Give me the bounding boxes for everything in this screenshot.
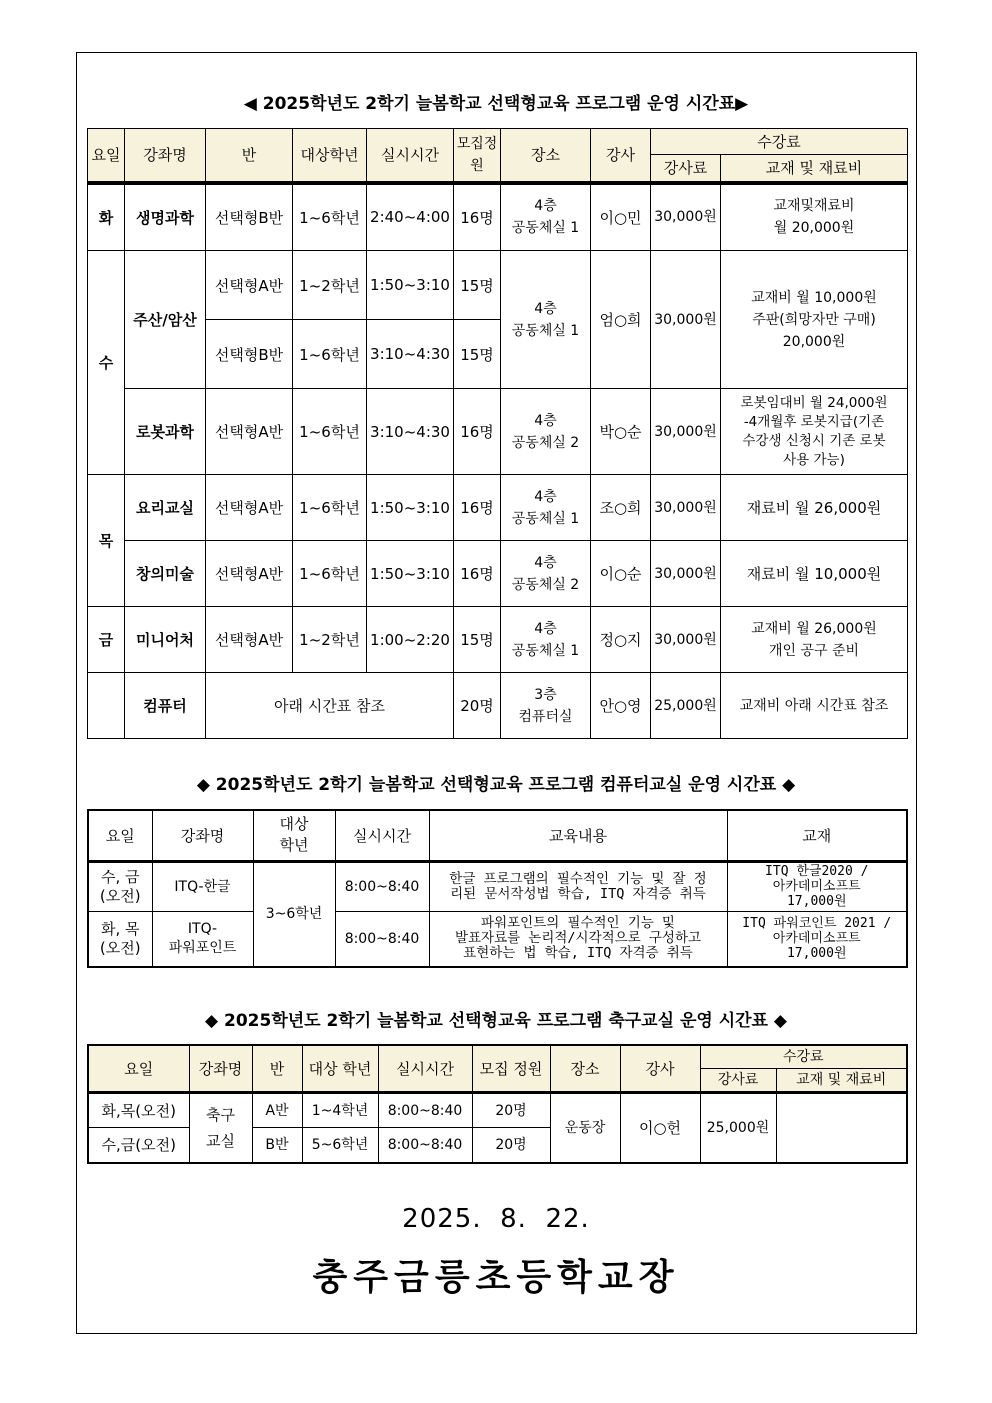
cell-fee: 30,000원 <box>651 389 721 475</box>
header-class: 반 <box>252 1045 302 1093</box>
cell-class: 선택형A반 <box>206 541 293 607</box>
cell-course: ITQ-한글 <box>152 861 253 911</box>
cell-day <box>88 673 125 739</box>
cell-material: 재료비 월 26,000원 <box>721 475 908 541</box>
cell-book: ITQ 파워코인트 2021 / 아카데미소프트 17,000원 <box>727 911 907 967</box>
cell-fee: 30,000원 <box>651 251 721 389</box>
cell-content: 한글 프로그램의 필수적인 기능 및 잘 정 리된 문서작성법 학습, ITQ 자격증 취득 <box>429 861 727 911</box>
cell-book: ITQ 한글2020 / 아카데미소프트 17,000원 <box>727 861 907 911</box>
cell-fee: 30,000원 <box>651 607 721 673</box>
cell-course: 컴퓨터 <box>125 673 206 739</box>
title-soccer-schedule: ◆ 2025학년도 2학기 늘봄학교 선택형교육 프로그램 축구교실 운영 시간표 ◆ <box>205 1011 787 1031</box>
cell-merged-note: 아래 시간표 참조 <box>206 673 454 739</box>
cell-capacity: 16명 <box>454 475 501 541</box>
cell-place: 4층 공동체실 1 <box>501 475 591 541</box>
header-fee-lecture: 강사료 <box>651 155 721 183</box>
header-capacity: 모집 정원 <box>472 1045 550 1093</box>
cell-grade: 1~6학년 <box>293 541 367 607</box>
header-book: 교재 <box>727 810 907 861</box>
cell-class: 선택형A반 <box>206 389 293 475</box>
cell-content: 파워포인트의 필수적인 기능 및 발표자료를 논리적/시각적으로 구성하고 표현하는 법 학습, ITQ 자격증 취득 <box>429 911 727 967</box>
header-place: 장소 <box>550 1045 620 1093</box>
cell-teacher: 엄○희 <box>591 251 651 389</box>
cell-fee: 30,000원 <box>651 541 721 607</box>
soccer-schedule-table <box>87 1044 908 1164</box>
cell-capacity: 16명 <box>454 183 501 251</box>
table-row <box>88 861 907 911</box>
header-fee: 수강료 <box>651 129 908 155</box>
title-computer-schedule: ◆ 2025학년도 2학기 늘봄학교 선택형교육 프로그램 컴퓨터교실 운영 시간표 ◆ <box>196 775 796 795</box>
cell-course: 주산/암산 <box>125 251 206 389</box>
document-date: 2025. 8. 22. <box>402 1204 590 1234</box>
header-course: 강좌명 <box>189 1045 252 1093</box>
cell-course: 축구 교실 <box>189 1093 252 1163</box>
cell-capacity: 15명 <box>454 320 501 389</box>
cell-teacher: 이○민 <box>591 183 651 251</box>
cell-capacity: 16명 <box>454 541 501 607</box>
cell-material: 교재및재료비 월 20,000원 <box>721 183 908 251</box>
header-fee: 수강료 <box>700 1045 907 1069</box>
header-day: 요일 <box>88 1045 189 1093</box>
computer-schedule-table <box>87 809 908 968</box>
cell-time: 8:00~8:40 <box>335 861 429 911</box>
cell-teacher: 조○희 <box>591 475 651 541</box>
header-place: 장소 <box>501 129 591 183</box>
title-main-schedule: ◀ 2025학년도 2학기 늘봄학교 선택형교육 프로그램 운영 시간표▶ <box>243 94 749 114</box>
cell-time: 1:50~3:10 <box>367 541 454 607</box>
table-row <box>88 183 908 251</box>
cell-time: 3:10~4:30 <box>367 389 454 475</box>
cell-course: 생명과학 <box>125 183 206 251</box>
cell-place: 운동장 <box>550 1093 620 1163</box>
header-day: 요일 <box>88 129 125 183</box>
cell-time: 8:00~8:40 <box>378 1128 472 1163</box>
header-grade: 대상 학년 <box>302 1045 378 1093</box>
cell-day: 금 <box>88 607 125 673</box>
cell-capacity: 20명 <box>454 673 501 739</box>
table-row <box>88 389 908 475</box>
cell-day: 수,금(오전) <box>88 1128 189 1163</box>
cell-class: 선택형A반 <box>206 607 293 673</box>
cell-day: 화 <box>88 183 125 251</box>
header-course: 강좌명 <box>125 129 206 183</box>
cell-time: 8:00~8:40 <box>335 911 429 967</box>
header-fee-material: 교재 및 재료비 <box>776 1069 907 1093</box>
table-row <box>88 911 907 967</box>
cell-grade: 1~6학년 <box>293 475 367 541</box>
cell-place: 4층 공동체실 1 <box>501 607 591 673</box>
cell-material: 교재비 월 26,000원 개인 공구 준비 <box>721 607 908 673</box>
header-class: 반 <box>206 129 293 183</box>
header-course: 강좌명 <box>152 810 253 861</box>
table-row <box>88 607 908 673</box>
header-teacher: 강사 <box>591 129 651 183</box>
table-row <box>88 1093 907 1128</box>
header-day: 요일 <box>88 810 152 861</box>
cell-class: 선택형A반 <box>206 475 293 541</box>
cell-day: 수 <box>88 251 125 475</box>
header-fee-material: 교재 및 재료비 <box>721 155 908 183</box>
cell-class: 선택형A반 <box>206 251 293 320</box>
cell-course: 요리교실 <box>125 475 206 541</box>
cell-time: 1:50~3:10 <box>367 251 454 320</box>
cell-teacher: 이○헌 <box>620 1093 700 1163</box>
cell-time: 2:40~4:00 <box>367 183 454 251</box>
cell-course: 미니어처 <box>125 607 206 673</box>
header-content: 교육내용 <box>429 810 727 861</box>
table-row <box>88 251 908 320</box>
cell-grade: 1~4학년 <box>302 1093 378 1128</box>
cell-class: A반 <box>252 1093 302 1128</box>
header-capacity: 모집정원 <box>454 129 501 183</box>
header-time: 실시시간 <box>335 810 429 861</box>
header-teacher: 강사 <box>620 1045 700 1093</box>
cell-day: 화, 목 (오전) <box>88 911 152 967</box>
cell-grade: 1~6학년 <box>293 320 367 389</box>
table-row <box>88 475 908 541</box>
cell-material: 교재비 월 10,000원 주판(희망자만 구매) 20,000원 <box>721 251 908 389</box>
cell-grade: 5~6학년 <box>302 1128 378 1163</box>
cell-day: 화,목(오전) <box>88 1093 189 1128</box>
cell-place: 3층 컴퓨터실 <box>501 673 591 739</box>
cell-time: 1:00~2:20 <box>367 607 454 673</box>
cell-capacity: 15명 <box>454 607 501 673</box>
cell-fee: 30,000원 <box>651 475 721 541</box>
cell-grade: 1~2학년 <box>293 607 367 673</box>
cell-day: 수, 금 (오전) <box>88 861 152 911</box>
cell-place: 4층 공동체실 2 <box>501 389 591 475</box>
cell-day: 목 <box>88 475 125 607</box>
cell-capacity: 16명 <box>454 389 501 475</box>
header-time: 실시시간 <box>367 129 454 183</box>
header-grade: 대상 학년 <box>253 810 335 861</box>
cell-grade: 1~6학년 <box>293 389 367 475</box>
cell-grade: 1~2학년 <box>293 251 367 320</box>
main-schedule-table <box>87 128 908 739</box>
cell-capacity: 20명 <box>472 1093 550 1128</box>
cell-capacity: 20명 <box>472 1128 550 1163</box>
cell-course: ITQ- 파워포인트 <box>152 911 253 967</box>
cell-time: 1:50~3:10 <box>367 475 454 541</box>
cell-class: B반 <box>252 1128 302 1163</box>
cell-fee: 30,000원 <box>651 183 721 251</box>
cell-material <box>776 1093 907 1163</box>
cell-place: 4층 공동체실 1 <box>501 183 591 251</box>
cell-class: 선택형B반 <box>206 320 293 389</box>
cell-class: 선택형B반 <box>206 183 293 251</box>
header-time: 실시시간 <box>378 1045 472 1093</box>
header-grade: 대상학년 <box>293 129 367 183</box>
cell-place: 4층 공동체실 1 <box>501 251 591 389</box>
cell-course: 로봇과학 <box>125 389 206 475</box>
cell-teacher: 박○순 <box>591 389 651 475</box>
cell-material: 교재비 아래 시간표 참조 <box>721 673 908 739</box>
cell-fee: 25,000원 <box>700 1093 776 1163</box>
cell-time: 8:00~8:40 <box>378 1093 472 1128</box>
cell-grade: 1~6학년 <box>293 183 367 251</box>
cell-teacher: 정○지 <box>591 607 651 673</box>
cell-teacher: 안○영 <box>591 673 651 739</box>
cell-teacher: 이○순 <box>591 541 651 607</box>
cell-place: 4층 공동체실 2 <box>501 541 591 607</box>
cell-time: 3:10~4:30 <box>367 320 454 389</box>
table-row <box>88 541 908 607</box>
cell-fee: 25,000원 <box>651 673 721 739</box>
cell-grade: 3~6학년 <box>253 861 335 967</box>
table-row <box>88 673 908 739</box>
cell-material: 로봇임대비 월 24,000원 -4개월후 로봇지급(기존 수강생 신청시 기존 로봇 사용 가능) <box>721 389 908 475</box>
cell-material: 재료비 월 10,000원 <box>721 541 908 607</box>
header-fee-lecture: 강사료 <box>700 1069 776 1093</box>
school-principal-signature: 충주금릉초등학교장 <box>312 1257 680 1298</box>
cell-capacity: 15명 <box>454 251 501 320</box>
cell-course: 창의미술 <box>125 541 206 607</box>
